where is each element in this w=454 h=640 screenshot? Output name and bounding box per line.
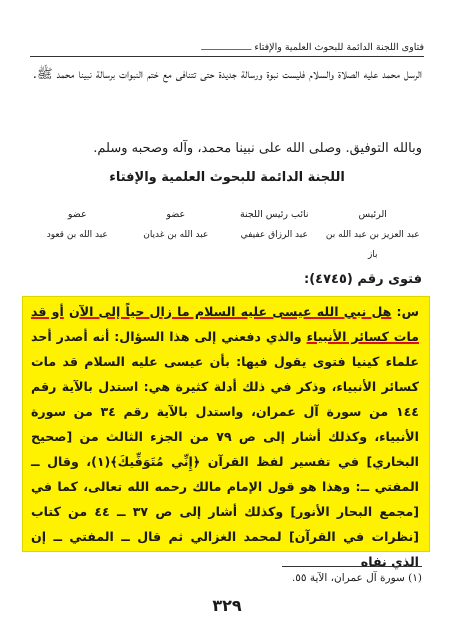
signature-role: الرئيس: [358, 209, 387, 220]
signature-member-2: [28, 205, 127, 245]
signature-member-1: [127, 205, 226, 245]
signature-name: عبد العزيز بن عبد الله بن باز: [325, 230, 420, 260]
question-text: [31, 299, 419, 574]
signature-vice-chairman: [225, 205, 324, 245]
paragraph-2: وبالله التوفيق. وصلى الله على نبينا محمد، وآله وصحبه وسلم.: [93, 141, 422, 156]
question-prefix: س:: [391, 304, 419, 319]
running-head-dots: ــــــــــــــــــ: [201, 42, 252, 53]
question-body: والذي دفعني إلى هذا السؤال: أنه أصدر أحد علماء كينيا فتوى يقول فيها: بأن عيسى عليه السلام قد مات كسائر الأنبياء، وذكر في ذلك أدلة كثيرة هي: استدل بالآية رقم ١٤٤ من سورة آل عمران، واستدل بالآية رقم ٣٤ من سورة الأنبياء، وكذلك أشار إلى ص ٧٩ من الجزء الثالث من [صحيح البخاري] في تفسير لفظ القرآن ﴿إِنِّي مُتَوَفِّيكَ﴾(١)، وقال ــ المفتي ــ: وهذا هو قول الإمام مالك رحمه الله تعالى، كما في [مجمع البحار الأنور] وكذلك أشار إلى ص ٣٧ ــ ٤٤ من كتاب [نظرات في القرآن] لمحمد الغزالي ثم قال ــ المفتي ــ إن الذي نفاه: [31, 329, 419, 569]
page-number: ٣٢٩: [212, 596, 242, 615]
highlighted-question-box: [22, 296, 430, 569]
signature-chairman: [324, 205, 423, 260]
signature-block: [28, 205, 422, 260]
signature-name: عبد الله بن قعود: [46, 230, 108, 240]
signature-role: عضو: [67, 209, 87, 220]
running-head: [30, 40, 424, 57]
signature-role: نائب رئيس اللجنة: [239, 209, 309, 220]
committee-title: اللجنة الدائمة للبحوث العلمية والإفتاء: [109, 170, 345, 185]
footnote: (١) سورة آل عمران، الآية ٥٥.: [291, 572, 422, 584]
fatwa-number: فتوى رقم (٤٧٤٥):: [304, 272, 422, 287]
signature-name: عبد الله بن غديان: [143, 230, 209, 240]
signature-name: عبد الرزاق عفيفي: [240, 230, 308, 240]
signature-role: عضو: [166, 209, 186, 220]
footnote-divider: [282, 566, 422, 567]
question-underlined-1: هل نبي الله عيسى عليه السلام ما زال حياً إلى الآن: [68, 304, 392, 319]
paragraph-1: الرسل محمد عليه الصلاة والسلام فليست نبوة ورسالة جديدة حتى تتنافى مع ختم النبوات برسالة نبينا محمد ﷺ.: [32, 67, 422, 82]
running-head-title: فتاوى اللجنة الدائمة للبحوث العلمية والإفتاء: [254, 42, 424, 53]
question-underlined-2: أو قد مات كسائر الأنبياء: [31, 304, 419, 344]
